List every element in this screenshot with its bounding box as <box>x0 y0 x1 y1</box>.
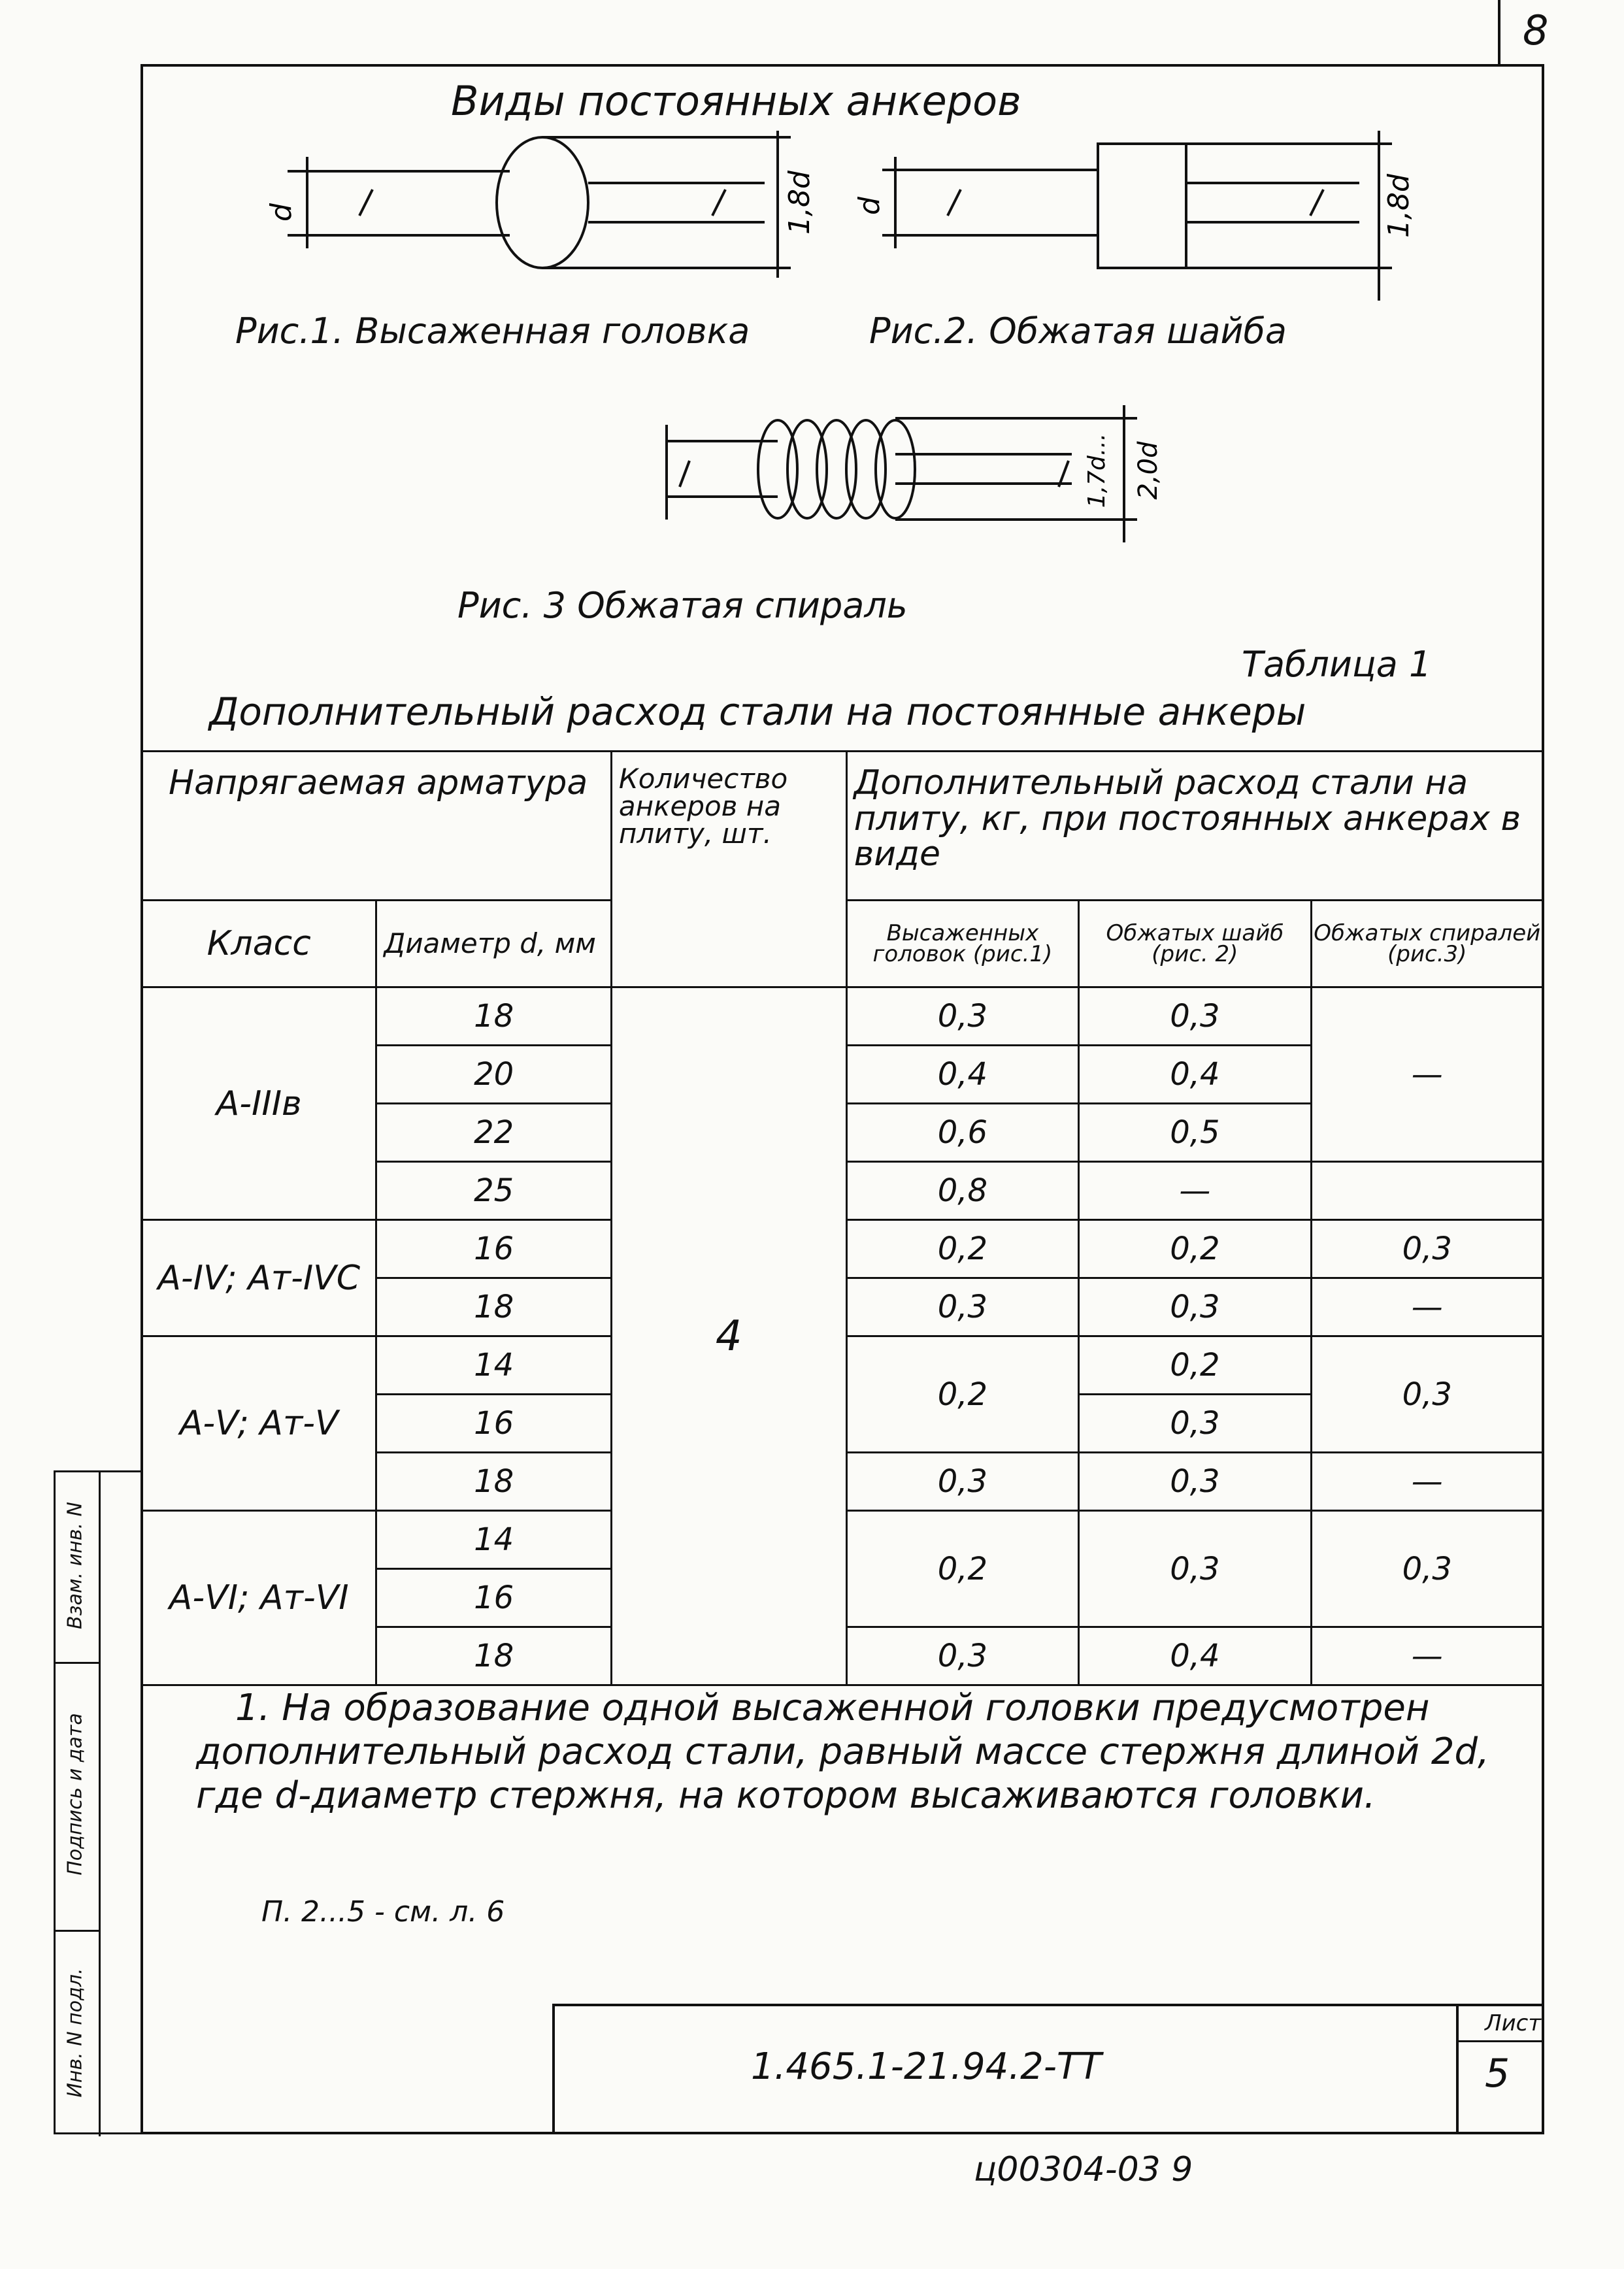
table-cell-spirals: — <box>1311 1278 1543 1336</box>
anchor-count: 4 <box>611 987 846 1685</box>
document-code: 1.465.1-21.94.2-ТТ <box>751 2045 1102 2088</box>
table-cell-spirals-empty <box>1311 1162 1543 1220</box>
table-cell-d: 16 <box>376 1395 612 1453</box>
figure-3-caption: Рис. 3 Обжатая спираль <box>457 585 908 626</box>
table-label: Таблица 1 <box>1242 644 1432 685</box>
sheet-number: 5 <box>1485 2051 1510 2096</box>
table-cell-washers: 0,2 <box>1079 1336 1311 1395</box>
side-strip-divider <box>99 1472 101 2136</box>
header-reinforcement: Напрягаемая арматура <box>142 752 612 901</box>
table-cell-d: 22 <box>376 1104 612 1162</box>
table-cell-d: 16 <box>376 1569 612 1627</box>
table-cell-heads: 0,2 <box>846 1336 1079 1453</box>
fig3-dim-small: 1,7d... <box>1084 433 1110 508</box>
table-cell-spirals: — <box>1311 1627 1543 1685</box>
table-cell-washers: 0,3 <box>1079 1278 1311 1336</box>
table-cell-heads: 0,6 <box>846 1104 1079 1162</box>
figure-1-drawing <box>261 131 837 314</box>
steel-consumption-table <box>141 750 1544 1686</box>
table-cell-d: 20 <box>376 1046 612 1104</box>
class-group-2: А-IV; Ат-IVС <box>142 1220 376 1336</box>
figure-3-drawing <box>654 405 1216 562</box>
header-washers: Обжатых шайб (рис. 2) <box>1079 901 1311 987</box>
table-cell-washers: 0,3 <box>1079 1395 1311 1453</box>
fig1-dim-large: 1,8d <box>783 171 816 235</box>
table-cell-d: 14 <box>376 1336 612 1395</box>
header-heads: Высаженных головок (рис.1) <box>846 901 1079 987</box>
sheet-label: Лист <box>1485 2010 1542 2036</box>
table-cell-washers: 0,4 <box>1079 1627 1311 1685</box>
table-cell-d: 14 <box>376 1511 612 1569</box>
table-cell-heads: 0,3 <box>846 1453 1079 1511</box>
side-label-replacement: Взам. инв. N <box>63 1502 87 1629</box>
table-title: Дополнительный расход стали на постоянные анкеры <box>209 689 1306 734</box>
table-cell-heads: 0,8 <box>846 1162 1079 1220</box>
table-cell-washers: 0,5 <box>1079 1104 1311 1162</box>
side-strip <box>54 1470 141 2134</box>
table-cell-d: 16 <box>376 1220 612 1278</box>
table-cell-washers: 0,3 <box>1079 1511 1311 1627</box>
table-cell-washers: 0,4 <box>1079 1046 1311 1104</box>
table-cell-spirals: 0,3 <box>1311 1220 1543 1278</box>
header-diameter: Диаметр d, мм <box>376 901 612 987</box>
table-cell-washers: 0,2 <box>1079 1220 1311 1278</box>
table-cell-heads: 0,4 <box>846 1046 1079 1104</box>
table-cell-washers: — <box>1079 1162 1311 1220</box>
class-group-1: А-IIIв <box>142 987 376 1220</box>
table-cell-d: 18 <box>376 987 612 1046</box>
page-number: 8 <box>1523 7 1549 54</box>
class-group-4: А-VI; Ат-VI <box>142 1511 376 1685</box>
table-cell-heads: 0,3 <box>846 1627 1079 1685</box>
figure-2-drawing <box>850 131 1425 314</box>
footer-code: ц00304-03 9 <box>974 2150 1193 2189</box>
table-cell-d: 18 <box>376 1278 612 1336</box>
table-cell-spirals: — <box>1311 1453 1543 1511</box>
class-group-3: А-V; Ат-V <box>142 1336 376 1511</box>
fig2-dim-large: 1,8d <box>1382 174 1416 238</box>
side-label-inventory: Инв. N подл. <box>63 1968 87 2098</box>
table-cell-heads: 0,2 <box>846 1511 1079 1627</box>
note-2: П. 2...5 - см. л. 6 <box>261 1895 505 1929</box>
fig1-dim-small: d <box>265 203 298 222</box>
page-title: Виды постоянных анкеров <box>451 77 1021 125</box>
table-cell-spirals: 0,3 <box>1311 1336 1543 1453</box>
table-cell-washers: 0,3 <box>1079 1453 1311 1511</box>
table-cell-spirals: 0,3 <box>1311 1511 1543 1627</box>
note-1: 1. На образование одной высаженной головки предусмотрен дополнительный расход стали, равный массе стержня длиной 2d, где d-диаметр стержня, на котором высаживаются головки. <box>196 1687 1489 1817</box>
sheet-box-divider <box>1459 2040 1544 2042</box>
table-cell-d: 18 <box>376 1627 612 1685</box>
table-cell-heads: 0,3 <box>846 987 1079 1046</box>
fig2-dim-small: d <box>853 197 886 215</box>
header-extra: Дополнительный расход стали на плиту, кг, при постоянных анкерах в виде <box>846 752 1543 901</box>
sheet-box <box>1456 2006 1544 2134</box>
title-block <box>552 2004 1544 2134</box>
page-corner-line <box>1498 0 1500 64</box>
figure-1-caption: Рис.1. Высаженная головка <box>235 310 750 352</box>
table-cell-washers: 0,3 <box>1079 987 1311 1046</box>
table-cell-heads: 0,2 <box>846 1220 1079 1278</box>
fig3-dim-large: 2,0d <box>1133 441 1163 500</box>
table-cell-spirals: — <box>1311 987 1543 1162</box>
side-label-signature: Подпись и дата <box>63 1713 87 1876</box>
table-cell-d: 18 <box>376 1453 612 1511</box>
header-class: Класс <box>142 901 376 987</box>
table-cell-d: 25 <box>376 1162 612 1220</box>
header-count: Количество анкеров на плиту, шт. <box>611 752 846 987</box>
figure-2-caption: Рис.2. Обжатая шайба <box>869 310 1287 352</box>
header-spirals: Обжатых спиралей (рис.3) <box>1311 901 1543 987</box>
table-cell-heads: 0,3 <box>846 1278 1079 1336</box>
